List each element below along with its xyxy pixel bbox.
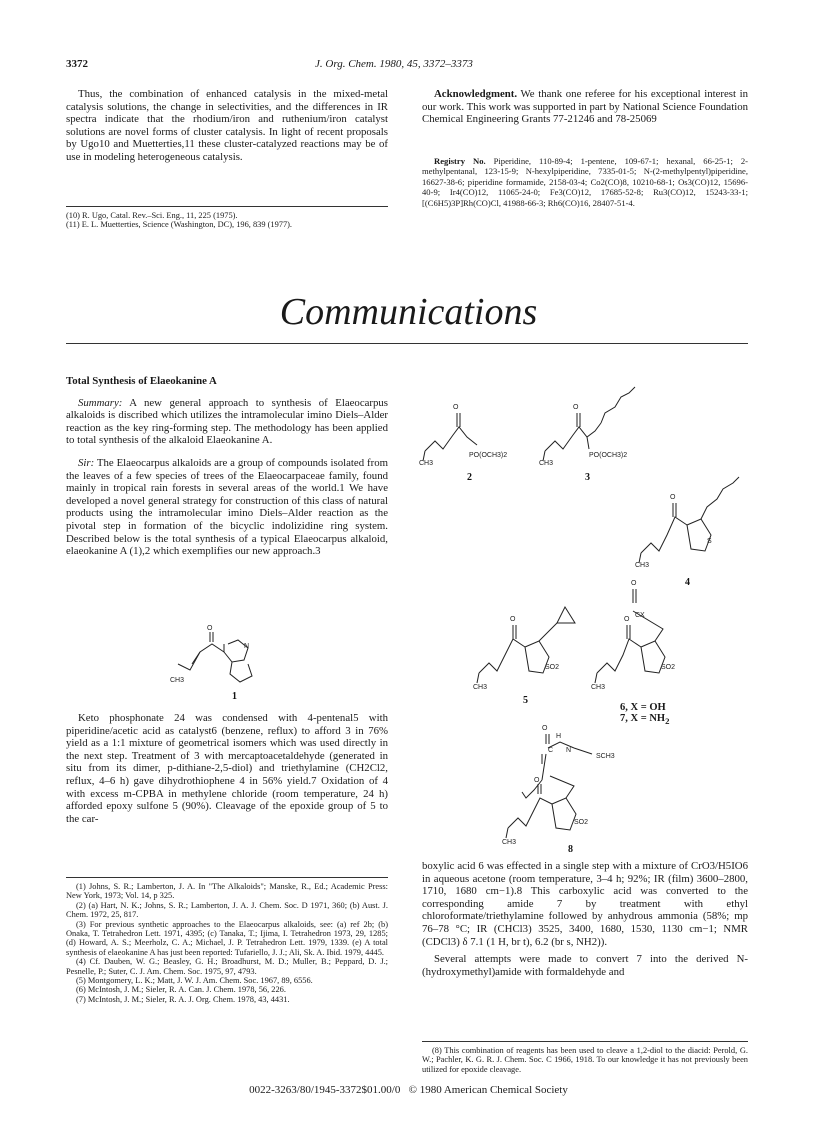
svg-text:O: O bbox=[670, 494, 676, 501]
svg-text:CH3: CH3 bbox=[635, 562, 650, 569]
running-header: J. Org. Chem. 1980, 45, 3372–3373 bbox=[315, 58, 473, 70]
svg-text:O: O bbox=[453, 404, 459, 411]
summary-text: A new general approach to synthesis of Elaeocarpus alkaloids is discribed which utilizes the intramolecular imino Diels–Alder reaction as the key ring-forming step. The methodology has been applied to total synthesis of the alkaloid Elaeokanine A. bbox=[66, 396, 388, 447]
svg-text:N: N bbox=[566, 747, 572, 754]
registry-heading: Registry No. bbox=[434, 156, 486, 166]
compound-number-3: 3 bbox=[585, 472, 590, 483]
footnote-8: (8) This combination of reagents has been used to cleave a 1,2-diol to the diacid: Perold, G. W.; Pachler, K. G. R. J. Chem. Soc. C 1966, 1918. To our knowledge it has not previously been utilized for epoxide cleavage. bbox=[422, 1046, 748, 1074]
top-left-footnotes bbox=[66, 211, 388, 230]
article-footnotes bbox=[66, 882, 388, 1004]
top-left-column bbox=[66, 88, 388, 169]
closing-paragraph: Thus, the combination of enhanced catalysis in the mixed-metal catalysis solutions, the change in selectivities, and the differences in IR spectra indicate that the rhodium/iron and ruthenium/iron catalyst solutions are novel forms of cluster catalysis. In light of recent proposals by Ugo10 and Muetterties,11 these cluster-catalyzed reactions may be of use in modeling heterogeneous catalysis. bbox=[66, 88, 388, 163]
svg-text:O: O bbox=[631, 580, 637, 587]
acid-paragraph: boxylic acid 6 was effected in a single step with a mixture of CrO3/H5IO6 in aqueous acetone (room temperature, 3–4 h; 92%; IR (film) 3600–2800, 1710, 1680 cm−1).8 This carboxylic acid was converted to the corresponding amide 7 by treatment with ethyl chloroformate/triethylamine followed by anhydrous ammonia (58%; mp 76–78 °C; IR (CHCl3) 3525, 3400, 1680, 1530, 1130 cm−1; NMR (CDCl3) δ 7.1 (1 H, br t), 6.2 (br s, NH2)). bbox=[422, 860, 748, 948]
svg-text:SCH3: SCH3 bbox=[596, 753, 615, 760]
structure-5 bbox=[473, 607, 575, 706]
section-rule bbox=[66, 343, 748, 344]
footnote-1: (1) Johns, S. R.; Lamberton, J. A. In "The Alkaloids"; Manske, R., Ed.; Academic Press: New York, 1973; Vol. 14, p 325. bbox=[66, 882, 388, 901]
attempts-paragraph: Several attempts were made to convert 7 into the derived N-(hydroxymethyl)amide with formaldehyde and bbox=[422, 953, 748, 978]
sir-label: Sir: bbox=[78, 456, 95, 469]
structure-1 bbox=[170, 622, 290, 702]
top-right-column bbox=[422, 88, 748, 131]
article-left-column-2 bbox=[66, 712, 388, 830]
svg-text:CH3: CH3 bbox=[502, 839, 517, 846]
sir-text: The Elaeocarpus alkaloids are a group of compounds isolated from the leaves of a few species of trees of the Elaeocarpaceae family, found mainly in tropical rain forests in several areas of the world.1 We have developed a novel general strategy for construction of this class of natural products using the intramolecular imino Diels–Alder reaction as the pivotal step in formation of the bicyclic indolizidine ring system. Described below is the total synthesis of a typical Elaeocarpus alkaloid, elaeokanine A (1),2 which exemplifies our new approach.3 bbox=[66, 456, 388, 558]
svg-text:O: O bbox=[624, 616, 630, 623]
compound-number-8: 8 bbox=[568, 844, 573, 855]
svg-text:O: O bbox=[573, 404, 579, 411]
compound-number-2: 2 bbox=[467, 472, 472, 483]
structure-4 bbox=[635, 477, 739, 588]
compound-number-4: 4 bbox=[685, 577, 690, 588]
ref-11: (11) E. L. Muetterties, Science (Washington, DC), 196, 839 (1977). bbox=[66, 220, 293, 230]
footnote-2: (2) (a) Hart, N. K.; Johns, S. R.; Lamberton, J. A. J. Chem. Soc. D 1971, 360; (b) Aust. J. Chem. 1972, 25, 817. bbox=[66, 900, 388, 920]
footnote-rule-right bbox=[422, 1041, 748, 1042]
registry-text: Piperidine, 110-89-4; 1-pentene, 109-67-1; hexanal, 66-25-1; 2-methylpentanal, 123-15-9; N-hexylpiperidine, 7335-01-5; N-(2-methylpentyl)piperidine, 16627-38-6; piperidine formamide, 2158-03-4; Co2(CO)8, 10210-68-1; Os3(CO)12, 15696-40-9; Ir4(CO)12, 11065-24-0; Fe3(CO)12, 17685-52-8; Ru3(CO)12, 15243-33-1; [(C6H5)3P]Rh(CO)Cl, 41988-66-3; Rh6(CO)16, 28407-51-4. bbox=[422, 156, 748, 208]
svg-text:CX: CX bbox=[635, 612, 645, 619]
ack-heading: Acknowledgment. bbox=[434, 88, 518, 100]
svg-text:SO2: SO2 bbox=[545, 664, 560, 671]
structure-2 bbox=[419, 404, 507, 483]
svg-text:CH3: CH3 bbox=[591, 684, 606, 691]
footnote-rule-left bbox=[66, 877, 388, 878]
structure-6-7 bbox=[591, 580, 675, 691]
footnote-5: (5) Montgomery, L. K.; Matt, J. W. J. Am. Chem. Soc. 1967, 89, 6556. bbox=[76, 976, 313, 986]
ch3-label: CH3 bbox=[170, 677, 185, 684]
svg-text:SO2: SO2 bbox=[574, 819, 589, 826]
page-number: 3372 bbox=[66, 58, 88, 70]
structure-3 bbox=[539, 387, 635, 483]
keto-paragraph: Keto phosphonate 24 was condensed with 4-pentenal5 with piperidine/acetic acid as catalyst6 (benzene, reflux) to afford 3 in 76% yield as a 1:1 mixture of geometrical isomers which was used directly in the next step. Treatment of 3 with mercaptoacetaldehyde (generated in situ from its dimer, p-dithiane-2,5-diol) and triethylamine (CH2Cl2, reflux, 4–6 h) gave dihydrothiophene 4 in 56% yield.7 Oxidation of 4 with excess m-CPBA in methylene chloride (room temperature, 24 h) afforded epoxy sulfone 5 (90%). Cleavage of the epoxide group of 5 to the car- bbox=[66, 712, 388, 825]
svg-text:S: S bbox=[707, 538, 712, 545]
article-left-column bbox=[66, 375, 388, 558]
svg-text:O: O bbox=[510, 616, 516, 623]
svg-text:H: H bbox=[556, 733, 562, 740]
footnote-4: (4) Cf. Dauben, W. G.; Beasley, G. H.; Broadhurst, M. D.; Muller, B.; Peppard, D. J.; Pesnelle, P.; Suter, C. J. Am. Chem. Soc. 1975, 97, 4793. bbox=[66, 957, 388, 976]
svg-text:CH3: CH3 bbox=[419, 460, 434, 467]
compound-number-1: 1 bbox=[232, 691, 237, 702]
o-label: O bbox=[207, 625, 213, 632]
footnote-6: (6) McIntosh, J. M.; Sieler, R. A. Can. J. Chem. 1978, 56, 226. bbox=[76, 985, 286, 995]
registry-numbers bbox=[422, 156, 748, 208]
ack-text: We thank one referee for his exceptional interest in our work. This work was supported in part by National Science Foundation Chemical Engineering Grants 77-21246 and 78-25069 bbox=[422, 88, 748, 126]
n-label: N bbox=[244, 643, 250, 650]
structure-8 bbox=[490, 720, 690, 850]
svg-text:O: O bbox=[534, 777, 540, 784]
svg-text:CH3: CH3 bbox=[473, 684, 488, 691]
article-right-column bbox=[422, 860, 748, 978]
summary-label: Summary: bbox=[78, 396, 123, 409]
footnote-rule bbox=[66, 206, 388, 207]
footnote-3: (3) For previous synthetic approaches to the Elaeocarpus alkaloids, see: (a) ref 2b; (b) Onaka, T. Tetrahedron Lett. 1971, 4395; (c) Tanaka, T.; Ijima, I. Tetrahedron 1973, 29, 1285; (d) Howard, A. S.; Meerholz, C. A.; Michael, J. P. Tetrahedron Lett. 1979, 1339. (e) A total synthesis of elaeokanine A has just been reported: Tufariello, J. J.; Ali, Sk. A. Ibid. 1979, 4445. bbox=[66, 919, 388, 957]
section-title: Communications bbox=[279, 291, 538, 333]
footnote-7: (7) McIntosh, J. M.; Sieler, R. A. J. Org. Chem. 1978, 43, 4431. bbox=[76, 994, 290, 1004]
compound-6-7-labels: 6, X = OH 7, $X = NH_2$ bbox=[620, 702, 670, 727]
compound-6-label: 6, X = OH bbox=[620, 702, 666, 713]
ref-10: (10) R. Ugo, Catal. Rev.–Sci. Eng., 11, 225 (1975). bbox=[66, 211, 238, 220]
compound-7-label: 7, X = NH bbox=[620, 713, 666, 724]
structures-right bbox=[405, 385, 750, 707]
svg-text:CH3: CH3 bbox=[539, 460, 554, 467]
footer: 0022-3263/80/1945-3372$01.00/0 © 1980 American Chemical Society bbox=[249, 1084, 568, 1096]
article-title: Total Synthesis of Elaeokanine A bbox=[66, 375, 217, 387]
svg-text:PO(OCH3)2: PO(OCH3)2 bbox=[589, 452, 628, 459]
svg-text:SO2: SO2 bbox=[661, 664, 676, 671]
compound-number-5: 5 bbox=[523, 695, 528, 706]
svg-text:O: O bbox=[542, 725, 548, 732]
svg-text:PO(OCH3)2: PO(OCH3)2 bbox=[469, 452, 508, 459]
svg-text:C: C bbox=[548, 747, 554, 754]
